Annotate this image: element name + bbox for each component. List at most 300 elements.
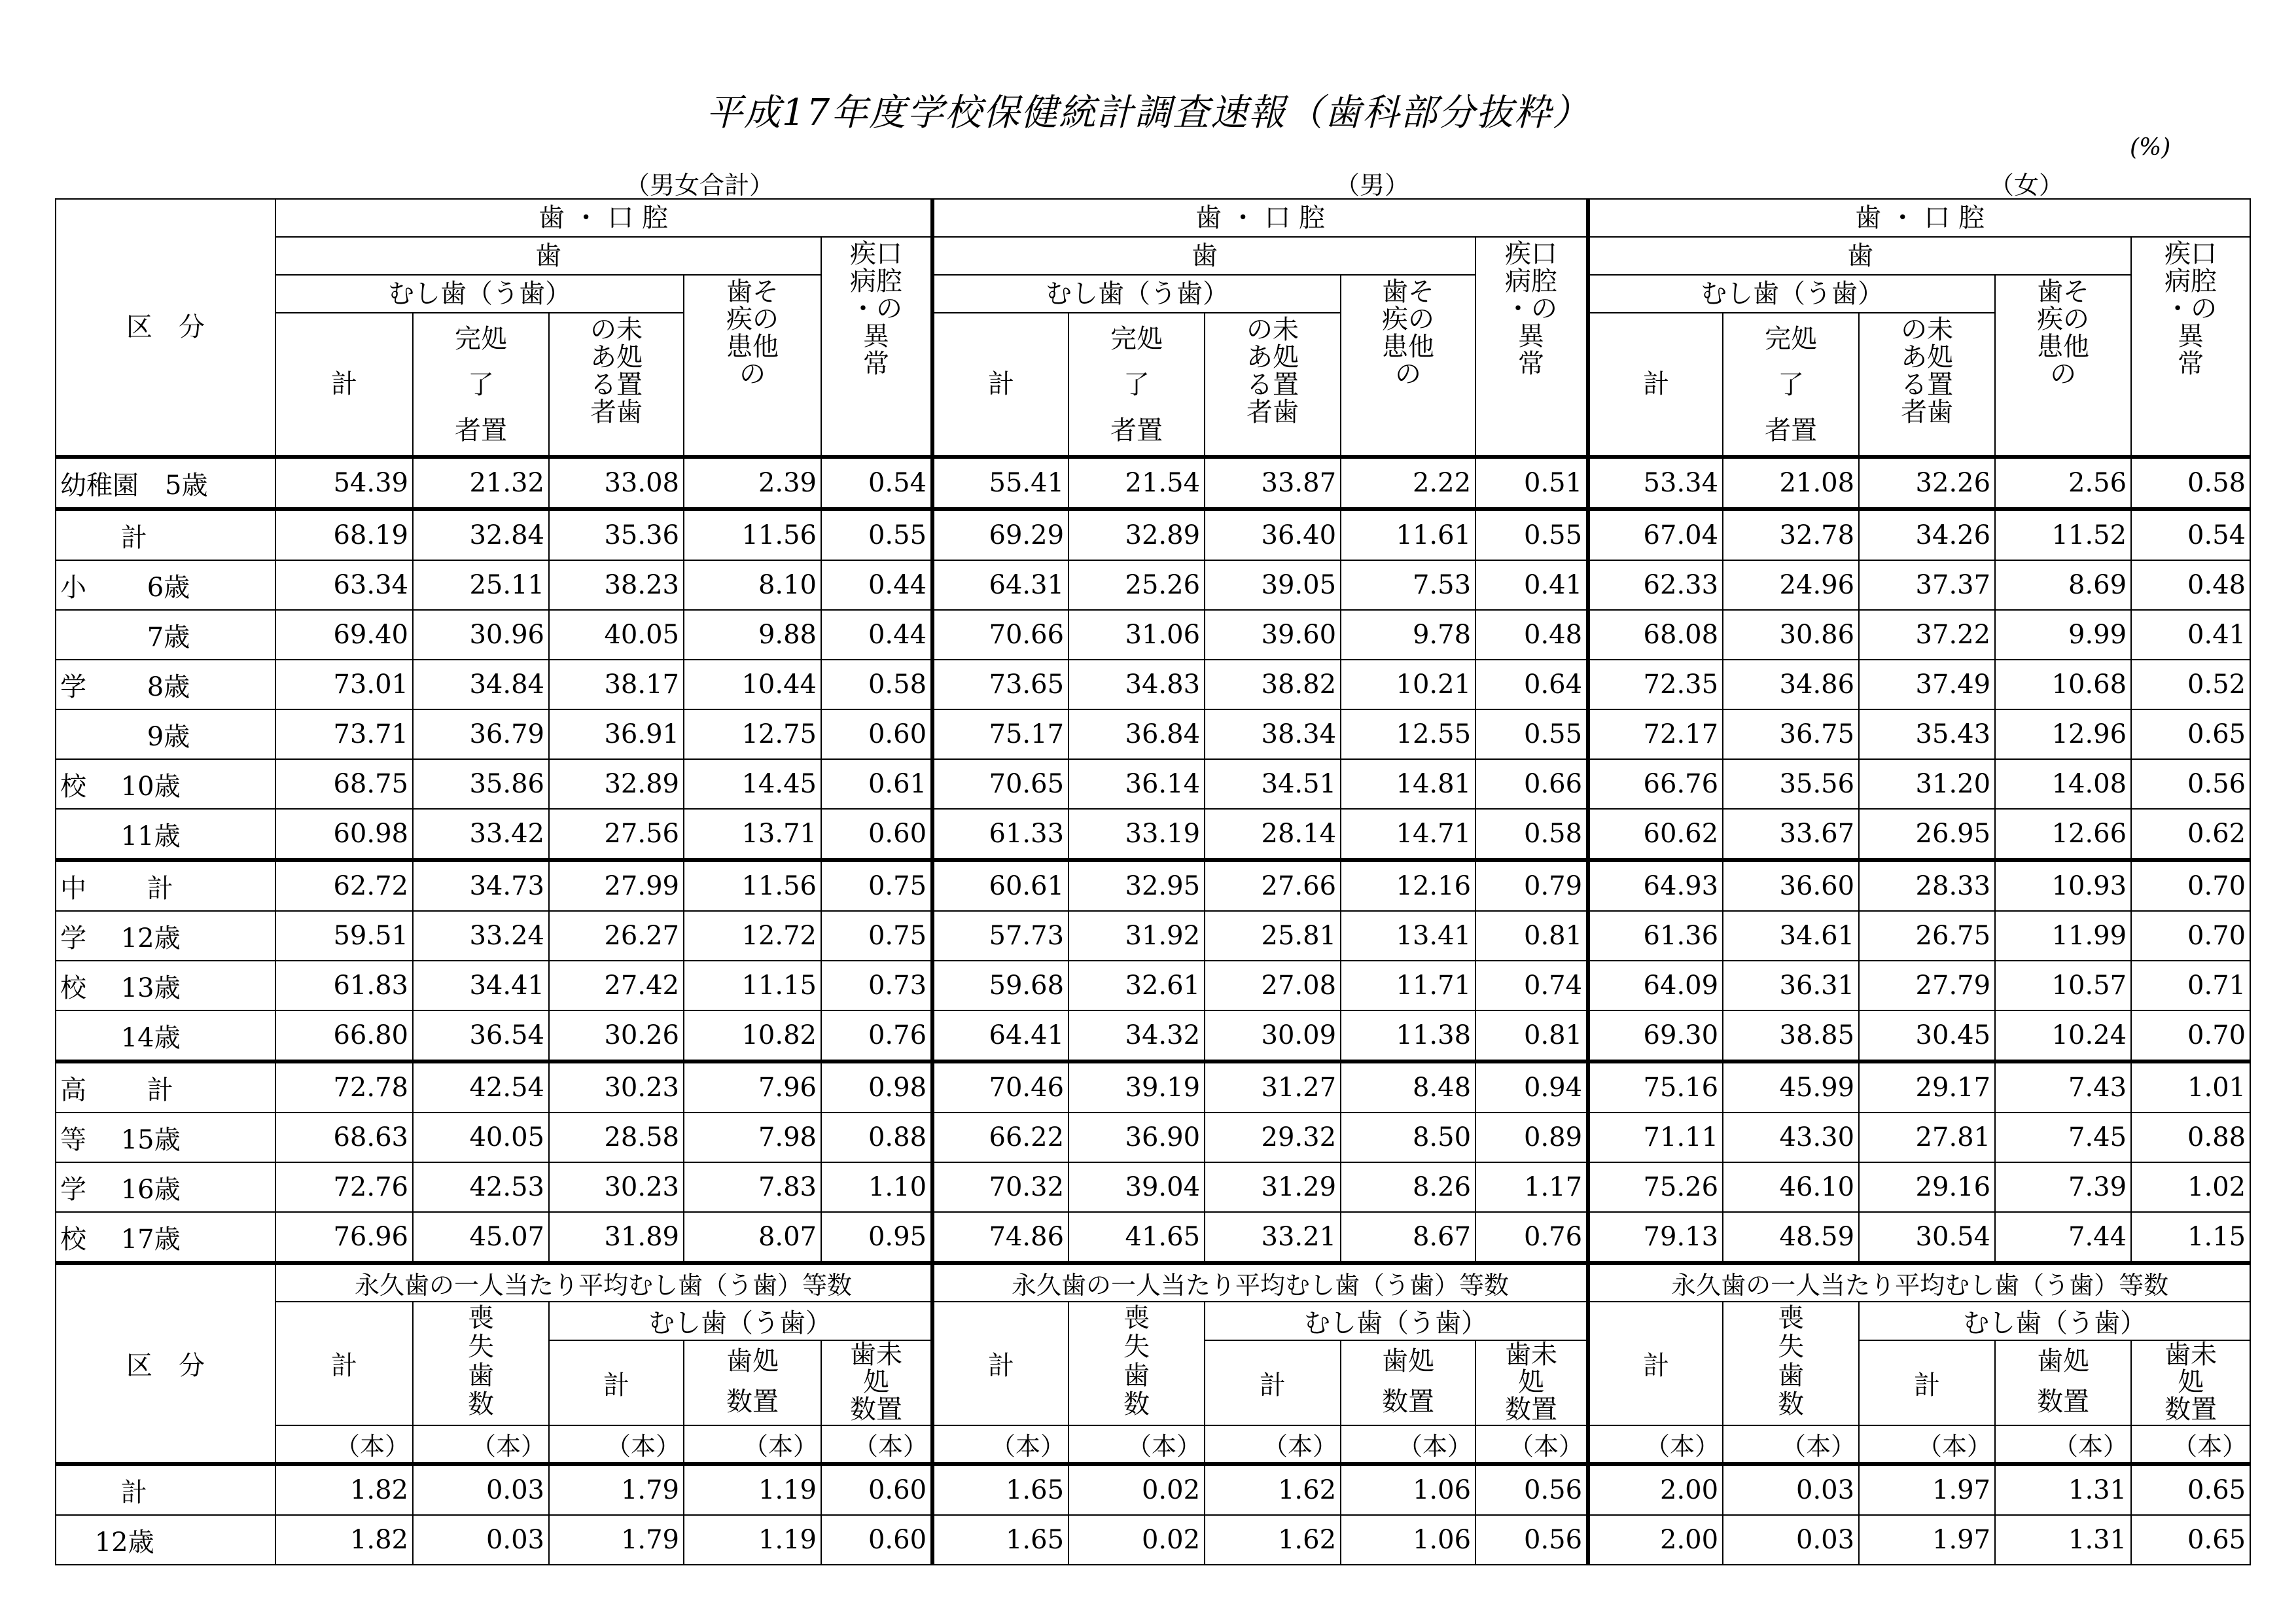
row-label: 中 計 <box>56 860 275 911</box>
value-cell: 1.06 <box>1341 1464 1475 1515</box>
dmf-shochi-line: 歯処 <box>2037 1346 2090 1376</box>
row-label: 9歳 <box>56 709 275 759</box>
row-label: 幼稚園 5歳 <box>56 457 275 509</box>
value-cell: 0.51 <box>1475 457 1588 509</box>
sonota-shikkan-line: 疾の <box>1382 304 1435 334</box>
value-cell: 25.26 <box>1069 560 1205 610</box>
row-label: 7歳 <box>56 610 275 660</box>
dmf-mushiba-kei-header-f: 計 <box>1859 1340 1995 1425</box>
dmf-soushitsu-char: 喪 <box>468 1303 494 1333</box>
value-cell: 1.62 <box>1205 1515 1341 1565</box>
sonota-shikkan-line: 歯そ <box>726 277 779 307</box>
value-cell: 27.66 <box>1205 860 1341 911</box>
value-cell: 1.02 <box>2131 1162 2250 1212</box>
value-cell: 38.34 <box>1205 709 1341 759</box>
kei-header-f: 計 <box>1588 313 1723 457</box>
value-cell: 72.17 <box>1588 709 1723 759</box>
dmf-kei-header-m: 計 <box>932 1302 1069 1425</box>
value-cell: 38.85 <box>1723 1010 1859 1061</box>
value-cell: 27.81 <box>1859 1113 1995 1162</box>
value-cell: 34.26 <box>1859 509 1995 560</box>
dmf-shochi-header-m <box>1341 1340 1475 1425</box>
value-cell: 14.08 <box>1995 759 2131 809</box>
value-cell: 72.35 <box>1588 660 1723 709</box>
value-cell: 0.65 <box>2131 709 2250 759</box>
value-cell: 0.70 <box>2131 860 2250 911</box>
row-label: 学 12歳 <box>56 911 275 961</box>
page-title: 平成17年度学校保健統計調査速報（歯科部分抜粋） <box>705 92 1591 134</box>
value-cell: 61.83 <box>275 961 413 1010</box>
value-cell: 7.43 <box>1995 1061 2131 1113</box>
koukuu-ijou-line: 異 <box>863 321 890 351</box>
value-cell: 30.45 <box>1859 1010 1995 1061</box>
dmf-misho-line: 歯未 <box>1505 1340 1558 1370</box>
value-cell: 0.41 <box>2131 610 2250 660</box>
misho-line: る置 <box>1901 370 1954 400</box>
dmf-soushitsu-char: 歯 <box>1123 1361 1150 1391</box>
value-cell: 66.22 <box>932 1113 1069 1162</box>
value-cell: 37.22 <box>1859 610 1995 660</box>
value-cell: 8.10 <box>684 560 821 610</box>
shochi-kanryou-line: 完処 <box>1765 324 1818 354</box>
table-row <box>56 610 2250 660</box>
value-cell: 10.44 <box>684 660 821 709</box>
value-cell: 61.36 <box>1588 911 1723 961</box>
value-cell: 31.20 <box>1859 759 1995 809</box>
value-cell: 36.79 <box>413 709 549 759</box>
dmf-soushitsu-char: 喪 <box>1123 1303 1150 1333</box>
value-cell: 68.19 <box>275 509 413 560</box>
value-cell: 40.05 <box>549 610 684 660</box>
value-cell: 60.61 <box>932 860 1069 911</box>
unit-hon-cell: （本） <box>549 1425 684 1464</box>
value-cell: 2.22 <box>1341 457 1475 509</box>
unit-hon-cell: （本） <box>1475 1425 1588 1464</box>
value-cell: 0.75 <box>821 860 932 911</box>
table-row <box>56 809 2250 860</box>
sonota-shikkan-line: 歯そ <box>1382 277 1435 307</box>
value-cell: 43.30 <box>1723 1113 1859 1162</box>
value-cell: 33.24 <box>413 911 549 961</box>
shochi-kanryou-line: 者置 <box>1110 416 1163 446</box>
table-row <box>56 560 2250 610</box>
value-cell: 0.03 <box>1723 1515 1859 1565</box>
shochi-kanryou-line: 者置 <box>1765 416 1818 446</box>
dmf-shochi-line: 歯処 <box>1382 1346 1435 1376</box>
value-cell: 31.89 <box>549 1212 684 1263</box>
koukuu-ijou-line: 病腔 <box>1505 266 1558 296</box>
value-cell: 14.71 <box>1341 809 1475 860</box>
value-cell: 29.17 <box>1859 1061 1995 1113</box>
value-cell: 39.19 <box>1069 1061 1205 1113</box>
table-row <box>56 1061 2250 1113</box>
dmf-shochi-line: 歯処 <box>726 1346 779 1376</box>
unit-hon-cell: （本） <box>1723 1425 1859 1464</box>
dmf-caption-m: 永久歯の一人当たり平均むし歯（う歯）等数 <box>932 1263 1588 1302</box>
value-cell: 1.31 <box>1995 1515 2131 1565</box>
value-cell: 36.40 <box>1205 509 1341 560</box>
value-cell: 7.44 <box>1995 1212 2131 1263</box>
sonota-shikkan-line: 患他 <box>2037 332 2090 362</box>
row-label: 小 6歳 <box>56 560 275 610</box>
value-cell: 36.90 <box>1069 1113 1205 1162</box>
value-cell: 0.76 <box>821 1010 932 1061</box>
dmf-shochi-header-t <box>684 1340 821 1425</box>
ha-header-f: 歯 <box>1588 237 2131 275</box>
dmf-caption-t: 永久歯の一人当たり平均むし歯（う歯）等数 <box>275 1263 932 1302</box>
value-cell: 9.78 <box>1341 610 1475 660</box>
sonota-shikkan-line: の <box>1395 359 1422 389</box>
value-cell: 0.76 <box>1475 1212 1588 1263</box>
value-cell: 10.93 <box>1995 860 2131 911</box>
misho-line: の未 <box>1246 315 1299 345</box>
value-cell: 0.03 <box>413 1464 549 1515</box>
value-cell: 0.65 <box>2131 1515 2250 1565</box>
value-cell: 0.58 <box>1475 809 1588 860</box>
value-cell: 21.08 <box>1723 457 1859 509</box>
koukuu-ijou-header-f <box>2131 237 2250 457</box>
misho-header-f <box>1859 313 1995 457</box>
value-cell: 11.61 <box>1341 509 1475 560</box>
value-cell: 10.68 <box>1995 660 2131 709</box>
value-cell: 34.86 <box>1723 660 1859 709</box>
shochi-kanryou-header-f <box>1723 313 1859 457</box>
value-cell: 64.31 <box>932 560 1069 610</box>
value-cell: 69.29 <box>932 509 1069 560</box>
shochi-kanryou-header-m <box>1069 313 1205 457</box>
value-cell: 1.97 <box>1859 1464 1995 1515</box>
value-cell: 0.88 <box>821 1113 932 1162</box>
koukuu-ijou-line: 疾口 <box>1505 239 1558 269</box>
value-cell: 1.62 <box>1205 1464 1341 1515</box>
sonota-shikkan-line: 患他 <box>726 332 779 362</box>
value-cell: 0.03 <box>413 1515 549 1565</box>
value-cell: 31.92 <box>1069 911 1205 961</box>
shochi-kanryou-line: 了 <box>1778 370 1805 400</box>
value-cell: 76.96 <box>275 1212 413 1263</box>
value-cell: 0.79 <box>1475 860 1588 911</box>
value-cell: 11.56 <box>684 860 821 911</box>
ha-koukou-header-f: 歯 ・ 口 腔 <box>1588 199 2250 237</box>
value-cell: 45.99 <box>1723 1061 1859 1113</box>
dmf-mushiba-kei-header-m: 計 <box>1205 1340 1341 1425</box>
dmf-misho-header-t <box>821 1340 932 1425</box>
unit-hon-cell: （本） <box>821 1425 932 1464</box>
group-label-total: （男女合計） <box>625 171 775 200</box>
value-cell: 12.75 <box>684 709 821 759</box>
value-cell: 70.46 <box>932 1061 1069 1113</box>
koukuu-ijou-line: 常 <box>2178 349 2204 379</box>
sonota-shikkan-line: 歯そ <box>2037 277 2090 307</box>
value-cell: 38.23 <box>549 560 684 610</box>
value-cell: 21.54 <box>1069 457 1205 509</box>
value-cell: 59.51 <box>275 911 413 961</box>
value-cell: 40.05 <box>413 1113 549 1162</box>
value-cell: 34.51 <box>1205 759 1341 809</box>
value-cell: 54.39 <box>275 457 413 509</box>
misho-line: る置 <box>590 370 643 400</box>
misho-header-m <box>1205 313 1341 457</box>
dmf-misho-header-f <box>2131 1340 2250 1425</box>
unit-hon-cell: （本） <box>932 1425 1069 1464</box>
value-cell: 1.19 <box>684 1464 821 1515</box>
sonota-shikkan-line: 疾の <box>726 304 779 334</box>
unit-hon-cell: （本） <box>1205 1425 1341 1464</box>
value-cell: 75.17 <box>932 709 1069 759</box>
dmf-mushiba-header-t: むし歯（う歯） <box>549 1302 932 1340</box>
row-label: 14歳 <box>56 1010 275 1061</box>
value-cell: 32.61 <box>1069 961 1205 1010</box>
value-cell: 70.65 <box>932 759 1069 809</box>
value-cell: 60.98 <box>275 809 413 860</box>
value-cell: 42.53 <box>413 1162 549 1212</box>
dmf-soushitsu-char: 歯 <box>468 1361 494 1391</box>
table-row <box>56 709 2250 759</box>
misho-line: あ処 <box>590 342 643 372</box>
value-cell: 2.00 <box>1588 1464 1723 1515</box>
value-cell: 31.06 <box>1069 610 1205 660</box>
value-cell: 62.33 <box>1588 560 1723 610</box>
value-cell: 1.31 <box>1995 1464 2131 1515</box>
value-cell: 0.95 <box>821 1212 932 1263</box>
value-cell: 64.41 <box>932 1010 1069 1061</box>
value-cell: 37.49 <box>1859 660 1995 709</box>
table-row <box>56 759 2250 809</box>
misho-line: あ処 <box>1901 342 1954 372</box>
value-cell: 30.86 <box>1723 610 1859 660</box>
group-label-male: （男） <box>1335 171 1410 200</box>
dmf-misho-line: 処 <box>863 1367 890 1397</box>
row-label: 学 16歳 <box>56 1162 275 1212</box>
value-cell: 0.66 <box>1475 759 1588 809</box>
value-cell: 0.98 <box>821 1061 932 1113</box>
value-cell: 1.15 <box>2131 1212 2250 1263</box>
dmf-mushiba-kei-header-t: 計 <box>549 1340 684 1425</box>
value-cell: 74.86 <box>932 1212 1069 1263</box>
value-cell: 1.79 <box>549 1515 684 1565</box>
value-cell: 62.72 <box>275 860 413 911</box>
value-cell: 64.09 <box>1588 961 1723 1010</box>
value-cell: 27.56 <box>549 809 684 860</box>
kei-header-m: 計 <box>932 313 1069 457</box>
value-cell: 33.19 <box>1069 809 1205 860</box>
value-cell: 32.26 <box>1859 457 1995 509</box>
value-cell: 0.52 <box>2131 660 2250 709</box>
value-cell: 79.13 <box>1588 1212 1723 1263</box>
unit-hon-cell: （本） <box>1341 1425 1475 1464</box>
value-cell: 70.66 <box>932 610 1069 660</box>
unit-hon-cell: （本） <box>2131 1425 2250 1464</box>
value-cell: 32.89 <box>549 759 684 809</box>
value-cell: 0.94 <box>1475 1061 1588 1113</box>
value-cell: 11.38 <box>1341 1010 1475 1061</box>
value-cell: 21.32 <box>413 457 549 509</box>
value-cell: 0.55 <box>1475 709 1588 759</box>
value-cell: 25.11 <box>413 560 549 610</box>
value-cell: 55.41 <box>932 457 1069 509</box>
value-cell: 14.45 <box>684 759 821 809</box>
value-cell: 9.99 <box>1995 610 2131 660</box>
misho-header-t <box>549 313 684 457</box>
value-cell: 2.56 <box>1995 457 2131 509</box>
value-cell: 66.76 <box>1588 759 1723 809</box>
dmf-misho-line: 処 <box>1518 1367 1545 1397</box>
value-cell: 12.72 <box>684 911 821 961</box>
row-label: 学 8歳 <box>56 660 275 709</box>
value-cell: 8.26 <box>1341 1162 1475 1212</box>
value-cell: 0.02 <box>1069 1464 1205 1515</box>
value-cell: 0.48 <box>2131 560 2250 610</box>
koukuu-ijou-line: 異 <box>1518 321 1545 351</box>
value-cell: 0.60 <box>821 1464 932 1515</box>
value-cell: 69.40 <box>275 610 413 660</box>
value-cell: 39.04 <box>1069 1162 1205 1212</box>
koukuu-ijou-header-m <box>1475 237 1588 457</box>
mushiba-header-t: むし歯（う歯） <box>275 275 684 313</box>
mushiba-header-f: むし歯（う歯） <box>1588 275 1995 313</box>
koukuu-ijou-line: ・の <box>1505 294 1558 324</box>
value-cell: 10.21 <box>1341 660 1475 709</box>
value-cell: 25.81 <box>1205 911 1341 961</box>
value-cell: 38.82 <box>1205 660 1341 709</box>
value-cell: 35.43 <box>1859 709 1995 759</box>
value-cell: 9.88 <box>684 610 821 660</box>
unit-hon-cell: （本） <box>684 1425 821 1464</box>
value-cell: 48.59 <box>1723 1212 1859 1263</box>
koukuu-ijou-header-t <box>821 237 932 457</box>
value-cell: 12.96 <box>1995 709 2131 759</box>
dmf-soushitsu-header-t <box>413 1302 549 1425</box>
value-cell: 41.65 <box>1069 1212 1205 1263</box>
value-cell: 31.29 <box>1205 1162 1341 1212</box>
value-cell: 7.39 <box>1995 1162 2131 1212</box>
value-cell: 0.56 <box>1475 1515 1588 1565</box>
ha-header-m: 歯 <box>932 237 1475 275</box>
value-cell: 46.10 <box>1723 1162 1859 1212</box>
value-cell: 73.71 <box>275 709 413 759</box>
dmf-shochi-line: 数置 <box>1382 1387 1435 1417</box>
misho-line: の未 <box>590 315 643 345</box>
row-label: 校 13歳 <box>56 961 275 1010</box>
value-cell: 0.73 <box>821 961 932 1010</box>
value-cell: 69.30 <box>1588 1010 1723 1061</box>
value-cell: 32.84 <box>413 509 549 560</box>
sonota-shikkan-line: 疾の <box>2037 304 2090 334</box>
value-cell: 28.58 <box>549 1113 684 1162</box>
value-cell: 34.41 <box>413 961 549 1010</box>
dmf-misho-line: 歯未 <box>2164 1340 2217 1370</box>
table-row <box>56 509 2250 560</box>
unit-hon-cell: （本） <box>1859 1425 1995 1464</box>
table-row <box>56 1113 2250 1162</box>
row-label: 計 <box>56 509 275 560</box>
value-cell: 27.99 <box>549 860 684 911</box>
value-cell: 53.34 <box>1588 457 1723 509</box>
row-label: 11歳 <box>56 809 275 860</box>
value-cell: 0.44 <box>821 560 932 610</box>
value-cell: 0.70 <box>2131 911 2250 961</box>
value-cell: 75.16 <box>1588 1061 1723 1113</box>
table-row <box>56 1464 2250 1515</box>
koukuu-ijou-line: 病腔 <box>850 266 903 296</box>
koukuu-ijou-line: 異 <box>2178 321 2204 351</box>
value-cell: 0.75 <box>821 911 932 961</box>
row-label: 計 <box>56 1464 275 1515</box>
table-row <box>56 660 2250 709</box>
value-cell: 72.78 <box>275 1061 413 1113</box>
value-cell: 32.95 <box>1069 860 1205 911</box>
value-cell: 8.69 <box>1995 560 2131 610</box>
value-cell: 27.79 <box>1859 961 1995 1010</box>
dmf-soushitsu-char: 数 <box>1778 1389 1805 1419</box>
dmf-misho-line: 数置 <box>1505 1395 1558 1425</box>
shochi-kanryou-line: 者置 <box>455 416 507 446</box>
value-cell: 67.04 <box>1588 509 1723 560</box>
value-cell: 10.82 <box>684 1010 821 1061</box>
dmf-caption-f: 永久歯の一人当たり平均むし歯（う歯）等数 <box>1588 1263 2250 1302</box>
value-cell: 1.79 <box>549 1464 684 1515</box>
dmf-soushitsu-header-f <box>1723 1302 1859 1425</box>
value-cell: 38.17 <box>549 660 684 709</box>
table-row <box>56 1010 2250 1061</box>
value-cell: 35.86 <box>413 759 549 809</box>
value-cell: 57.73 <box>932 911 1069 961</box>
value-cell: 8.48 <box>1341 1061 1475 1113</box>
dmf-kei-header-f: 計 <box>1588 1302 1723 1425</box>
unit-hon-cell: （本） <box>275 1425 413 1464</box>
value-cell: 27.42 <box>549 961 684 1010</box>
value-cell: 7.96 <box>684 1061 821 1113</box>
table-row <box>56 961 2250 1010</box>
value-cell: 36.91 <box>549 709 684 759</box>
dmf-soushitsu-char: 数 <box>1123 1389 1150 1419</box>
value-cell: 0.60 <box>821 709 932 759</box>
value-cell: 0.88 <box>2131 1113 2250 1162</box>
koukuu-ijou-line: 疾口 <box>2164 239 2217 269</box>
ha-koukou-header-m: 歯 ・ 口 腔 <box>932 199 1588 237</box>
value-cell: 13.71 <box>684 809 821 860</box>
table-row <box>56 860 2250 911</box>
unit-hon-cell: （本） <box>1995 1425 2131 1464</box>
group-label-female: （女） <box>1989 171 2064 200</box>
value-cell: 0.41 <box>1475 560 1588 610</box>
table-row <box>56 457 2250 509</box>
dmf-shochi-line: 数置 <box>2037 1387 2090 1417</box>
value-cell: 36.60 <box>1723 860 1859 911</box>
row-label: 高 計 <box>56 1061 275 1113</box>
value-cell: 0.55 <box>821 509 932 560</box>
value-cell: 66.80 <box>275 1010 413 1061</box>
value-cell: 68.08 <box>1588 610 1723 660</box>
value-cell: 37.37 <box>1859 560 1995 610</box>
value-cell: 34.61 <box>1723 911 1859 961</box>
shochi-kanryou-line: 完処 <box>455 324 507 354</box>
unit-hon-cell: （本） <box>413 1425 549 1464</box>
misho-line: る置 <box>1246 370 1299 400</box>
value-cell: 34.84 <box>413 660 549 709</box>
value-cell: 27.08 <box>1205 961 1341 1010</box>
value-cell: 36.84 <box>1069 709 1205 759</box>
value-cell: 8.67 <box>1341 1212 1475 1263</box>
misho-line: あ処 <box>1246 342 1299 372</box>
value-cell: 34.73 <box>413 860 549 911</box>
dmf-soushitsu-char: 失 <box>1778 1332 1805 1362</box>
value-cell: 7.45 <box>1995 1113 2131 1162</box>
value-cell: 0.48 <box>1475 610 1588 660</box>
value-cell: 29.16 <box>1859 1162 1995 1212</box>
value-cell: 0.71 <box>2131 961 2250 1010</box>
value-cell: 12.16 <box>1341 860 1475 911</box>
